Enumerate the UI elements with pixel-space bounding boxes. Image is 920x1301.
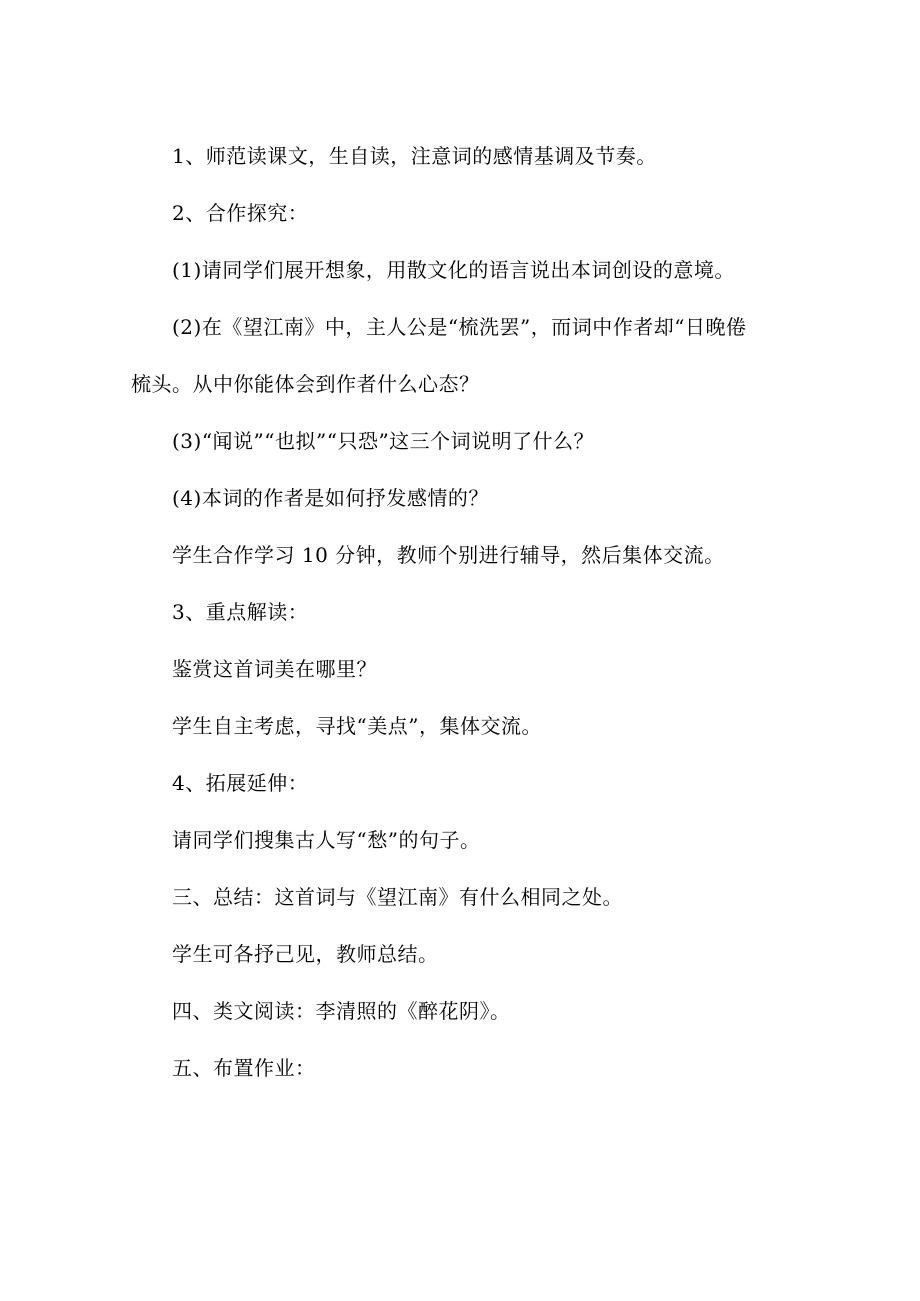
section-4-reading: 四、类文阅读：李清照的《醉花阴》。 xyxy=(172,999,511,1023)
step-4-heading: 4、拓展延伸： xyxy=(172,771,309,795)
cooperative-study-text: 学生合作学习 10 分钟，教师个别进行辅导，然后集体交流。 xyxy=(172,543,725,567)
question-2-continuation: 梳头。从中你能体会到作者什么心态？ xyxy=(131,372,480,396)
section-5-homework: 五、布置作业： xyxy=(172,1056,316,1080)
step-1-text: 1、师范读课文，生自读，注意词的感情基调及节奏。 xyxy=(172,144,657,168)
step-3-heading: 3、重点解读： xyxy=(172,600,309,624)
question-3-text: (3)“闻说”“也拟”“只恐”这三个词说明了什么？ xyxy=(172,429,595,453)
self-study-text: 学生自主考虑，寻找“美点”，集体交流。 xyxy=(172,714,542,738)
question-4-text: (4)本词的作者是如何抒发感情的？ xyxy=(172,486,489,510)
section-3-summary: 三、总结：这首词与《望江南》有什么相同之处。 xyxy=(172,885,623,909)
question-1-text: (1)请同学们展开想象，用散文化的语言说出本词创设的意境。 xyxy=(172,258,735,282)
step-2-heading: 2、合作探究： xyxy=(172,201,309,225)
question-2-text: (2)在《望江南》中，主人公是“梳洗罢”，而词中作者却“日晚倦 xyxy=(172,315,747,339)
summary-note: 学生可各抒己见，教师总结。 xyxy=(172,942,439,966)
extension-task: 请同学们搜集古人写“愁”的句子。 xyxy=(172,828,481,852)
appreciation-question: 鉴赏这首词美在哪里？ xyxy=(172,657,377,681)
